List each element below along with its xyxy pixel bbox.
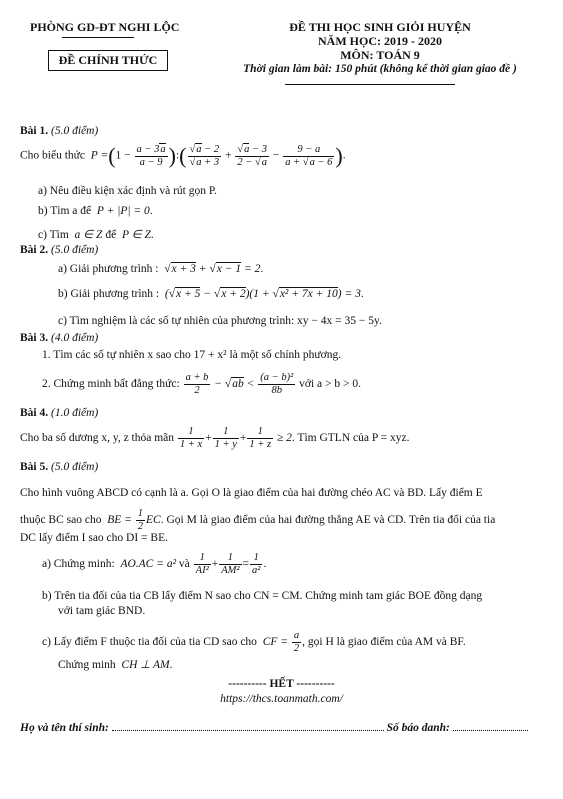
- bai2-b: b) Giải phương trình : (√x + 5 − √x + 2)(1 + √x² + 7x + 10) = 3.: [58, 288, 364, 300]
- bai1-c-mid: để: [105, 229, 117, 241]
- bai5-c-line1: c) Lấy điểm F thuộc tia đối của tia CD sao cho CF = $\frac{a}{2}$ , gọi H là giao điểm của AM và BF.: [42, 630, 466, 654]
- bai1-c: c) Tìm a ∈ Z để P ∈ Z.: [38, 229, 154, 241]
- bai5-b-line2: với tam giác BND.: [58, 605, 146, 617]
- bai5-heading: [20, 461, 98, 473]
- bai2-a-label: a) Giải phương trình :: [58, 263, 159, 275]
- subject: MÔN: TOÁN 9: [340, 48, 420, 62]
- bai2-a: a) Giải phương trình : √x + 3 + √x − 1 = 2.: [58, 263, 264, 275]
- bai2-title: Bài 2.: [20, 244, 49, 256]
- bai5-c-line1b: , gọi H là giao điểm của AM và BF.: [302, 636, 466, 649]
- bai5-points: (5.0 điểm): [51, 461, 99, 473]
- bai1-c-label: c) Tìm: [38, 229, 69, 241]
- bai4-heading: [20, 407, 98, 419]
- school-year: NĂM HỌC: 2019 - 2020: [318, 34, 442, 48]
- bai5-line1: Cho hình vuông ABCD có cạnh là a. Gọi O là giao điểm của hai đường chéo AC và BD. Lấy điểm E: [20, 487, 483, 499]
- bai3-item2-label: 2. Chứng minh bất đẳng thức:: [42, 378, 180, 391]
- bai5-line2: thuộc BC sao cho BE = $\frac{1}{2}$ EC. Gọi M là giao điểm của hai đường thẳng AE và CD. Trên tia đối của tia: [20, 508, 496, 532]
- bai5-a-label: a) Chứng minh:: [42, 558, 115, 571]
- candidate-id-label: Số báo danh:: [386, 722, 450, 734]
- bai1-points: (5.0 điểm): [51, 125, 99, 137]
- bai4-statement: Cho ba số dương x, y, z thỏa mãn $\frac{1}{1 + x}$ + $\frac{1}{1 + y}$ + $\frac{1}{1 + z}$ ≥ 2. Tìm GTLN của P = xyz.: [20, 426, 410, 450]
- bai1-heading: [20, 125, 98, 137]
- bai5-c-line2: Chứng minh CH ⊥ AM.: [58, 659, 173, 671]
- bai4-points: (1.0 điểm): [51, 407, 99, 419]
- bai1-b-label: b) Tìm a để: [38, 205, 92, 217]
- candidate-name-field[interactable]: [112, 730, 384, 731]
- bai1-a: a) Nêu điều kiện xác định và rút gọn P.: [38, 185, 217, 197]
- official-label: ĐỀ CHÍNH THỨC: [58, 53, 158, 67]
- bai2-b-label: b) Giải phương trình :: [58, 288, 160, 300]
- bai3-item1: 1. Tìm các số tự nhiên x sao cho 17 + x² là một số chính phương.: [42, 349, 342, 361]
- bai2-c: c) Tìm nghiệm là các số tự nhiên của phương trình: xy − 4x = 35 − 5y.: [58, 315, 382, 327]
- bai3-points: (4.0 điểm): [51, 332, 99, 344]
- bai5-title: Bài 5.: [20, 461, 49, 473]
- bai4-tail: . Tìm GTLN của P = xyz.: [291, 432, 410, 445]
- bai1-title: Bài 1.: [20, 125, 49, 137]
- bai3-item2-tail: với a > b > 0.: [299, 378, 361, 391]
- bai5-line2a: thuộc BC sao cho: [20, 514, 102, 527]
- bai2-points: (5.0 điểm): [51, 244, 99, 256]
- bai2-heading: [20, 244, 98, 256]
- candidate-name-label: Họ và tên thí sinh:: [20, 722, 109, 734]
- website: https://thcs.toanmath.com/: [220, 693, 343, 705]
- bai5-a-mid: và: [178, 558, 190, 571]
- bai5-c-line1a: c) Lấy điểm F thuộc tia đối của tia CD sao cho: [42, 636, 257, 649]
- duration: Thời gian làm bài: 150 phút (không kể thời gian giao đề ): [243, 63, 517, 75]
- bai1-expression: Cho biểu thức P =(1 − $\frac{a - 3a}{a - 9}$ ):( $\frac{√a - 2}{√a + 3}$ + $\frac{√a - 3}{2 - √a}$ − $\frac{9 - a}{a + √a - 6}$ ).: [20, 143, 346, 168]
- candidate-id-field[interactable]: [453, 730, 528, 731]
- department-name: PHÒNG GD-ĐT NGHI LỘC: [30, 20, 180, 34]
- header-underline: [285, 84, 455, 85]
- bai5-line2b: . Gọi M là giao điểm của hai đường thẳng AE và CD. Trên tia đối của tia: [160, 514, 496, 527]
- bai1-b: b) Tìm a để P + |P| = 0.: [38, 205, 153, 217]
- bai5-a: a) Chứng minh: AO.AC = a² và $\frac{1}{\text{AI²}}$ + $\frac{1}{\text{AM²}}$ = $\frac{1}{\text{a²}}$ .: [42, 552, 267, 576]
- bai3-heading: [20, 332, 98, 344]
- bai3-item2: 2. Chứng minh bất đẳng thức: $\frac{a + b}{2}$ − √ab < $\frac{\text{(a − b)²}}{8b}$ với a > b > 0.: [42, 372, 361, 396]
- bai3-title: Bài 3.: [20, 332, 49, 344]
- end-marker: ---------- HẾT ----------: [228, 678, 335, 690]
- bai4-title: Bài 4.: [20, 407, 49, 419]
- bai5-c-line2-label: Chứng minh: [58, 659, 116, 671]
- bai1-intro: Cho biểu thức: [20, 149, 86, 162]
- department-underline: [62, 37, 134, 38]
- bai4-intro: Cho ba số dương x, y, z thỏa mãn: [20, 432, 175, 445]
- exam-title: ĐỀ THI HỌC SINH GIỎI HUYỆN: [289, 20, 471, 34]
- bai5-line3: DC lấy điểm I sao cho DI = BE.: [20, 532, 168, 544]
- bai5-b-line1: b) Trên tia đối của tia CB lấy điểm N sao cho CN = CM. Chứng minh tam giác BOE đồng dạng: [42, 590, 483, 602]
- candidate-name-row: [20, 722, 528, 734]
